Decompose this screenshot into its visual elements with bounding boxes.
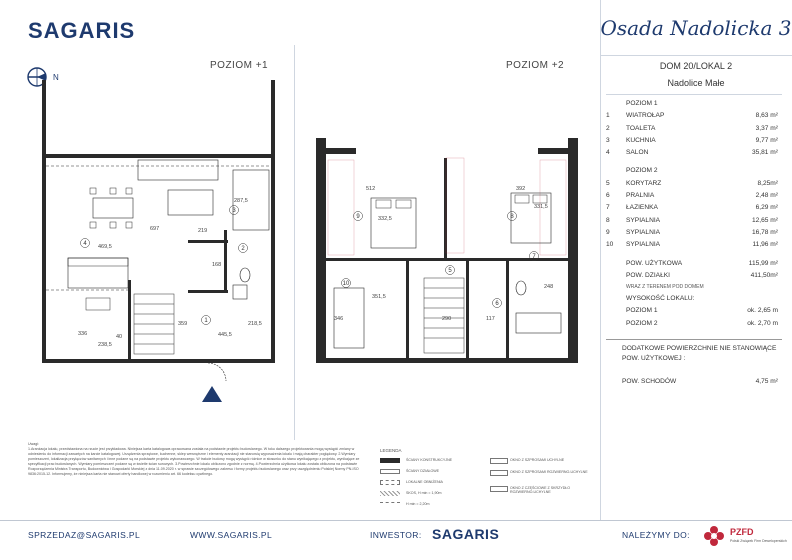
divider	[294, 45, 295, 440]
table-row: 9 SYPIALNIA 16,78 m²	[606, 228, 778, 236]
table-row: 5 KORYTARZ 8,25m²	[606, 179, 778, 187]
notes-text: 1.Aranżacja lokalu, przedstawiona na rzucie jest przykładowa. Niniejsza karta katalogowa opracowana została na podstawie projektu budowlanego. W toku dalszego projektowania mogą wystąpić zmiany w odniesieniu do informacji zawartych na karcie katalogowej. Urządzenia sprzętowe, kuchenne, sklep wewnętrzne i elementy aranżacji nie stanowią wyposażenia lokalu i mają charakter poglądowy. 2.Wymiary pomieszczeń, lokalizacja przyłączów sanitarnych i inne podane są na podstawie projektu wykonawczego. W trakcie budowy mogą wystąpić różnice w stosunku do stanu wynikającego z projektu, wynikające ze specyfikacji prac budowlanych. Wymiary pomieszczeń podane są w świetle ścian surowych. 3.Powierzchnie lokalu obliczono zgodnie z normą. 4.Powierzchnia użytkowa lokalu została obliczona na podstawie Rozporządzenia Ministra Transportu, Budownictwa i Gospodarki Morskiej z dnia 11.09.2020 r. w sprawie szczegółowego zakresu i formy projektu budowlanego oraz przy uwzględnieniu Polskiej Normy PN-ISO 9836:2015-12. Informujemy, że niniejsza karta nie stanowi oferty handlowej w rozumieniu art. 66 kodeksu cywilnego.	[28, 447, 360, 476]
pzfd-text: PZFD	[730, 527, 754, 537]
height-row: POZIOM 1 ok. 2,65 m	[626, 307, 778, 315]
dimension: 290	[442, 316, 452, 322]
usable-area-row: POW. UŻYTKOWA 115,99 m²	[626, 259, 778, 267]
level1-label: POZIOM +1	[210, 60, 269, 71]
stairs-value: 4,75 m²	[755, 378, 778, 385]
level2-label: POZIOM +2	[506, 60, 565, 71]
additional-title: DODATKOWE POWIERZCHNIE NIE STANOWIĄCE POW. UŻYTKOWEJ :	[622, 345, 777, 362]
floor-plan-level1	[38, 80, 294, 400]
investor-label: INWESTOR:	[370, 530, 422, 540]
legend-window: OKNO Z SZPROSAMI UCHYLNE	[510, 458, 565, 462]
dimension: 392	[516, 186, 526, 192]
legend	[380, 458, 600, 518]
table-row: 4 SALON 35,81 m²	[606, 149, 778, 157]
table-row: 1 WIATROŁAP 8,63 m²	[606, 112, 778, 120]
plot-area-row: POW. DZIAŁKI 411,50m²	[626, 271, 778, 279]
unit-number: DOM 20/LOKAL 2	[659, 61, 733, 71]
divider	[606, 339, 782, 340]
table-row: 3 KUCHNIA 9,77 m²	[606, 136, 778, 144]
floor-plan-level2	[316, 138, 578, 366]
room-number: 3	[232, 208, 236, 214]
footer-divider	[0, 520, 792, 521]
room-number: 10	[342, 281, 350, 287]
dimension: 445,5	[218, 332, 232, 338]
room-number: 2	[241, 246, 245, 252]
legend-item: H min = 2,20m	[406, 502, 430, 506]
legend-item: LOKALNE OBNIŻENIA	[406, 480, 443, 484]
pzfd-logo-icon	[700, 522, 728, 550]
legend-item: ŚCIANY KONSTRUKCYJNE	[406, 458, 453, 462]
level1-header: POZIOM 1	[626, 100, 658, 107]
legend-item: SKOS, H min = 1,90m	[406, 491, 442, 495]
room-number: 1	[204, 318, 208, 324]
dimension: 248	[544, 284, 554, 290]
dimension: 332,5	[378, 216, 392, 222]
dimension: 512	[366, 186, 376, 192]
dimension: 336	[78, 331, 88, 337]
room-table	[606, 100, 782, 332]
dimension: 287,5	[234, 198, 248, 204]
level2-header: POZIOM 2	[626, 167, 658, 175]
room-number: 7	[532, 254, 536, 260]
sagaris-logo: SAGARIS	[28, 18, 136, 43]
dimension: 218,5	[248, 321, 262, 327]
legend-title: LEGENDA	[380, 448, 402, 453]
room-number: 5	[448, 268, 452, 274]
dimension: 697	[150, 226, 160, 232]
room-number: 9	[356, 214, 360, 220]
email-link[interactable]: SPRZEDAZ@SAGARIS.PL	[28, 530, 141, 540]
room-number: 8	[510, 214, 514, 220]
dimension: 219	[198, 228, 208, 234]
height-row: POZIOM 2 ok. 2,70 m	[626, 319, 778, 327]
investor-logo: SAGARIS	[432, 526, 500, 542]
table-row: 6 PRALNIA 2,48 m²	[606, 192, 778, 200]
dimension: 469,5	[98, 244, 112, 250]
notes-title: Uwagi:	[28, 442, 39, 446]
divider	[600, 55, 792, 56]
pzfd-subtext: Polski Związek Firm Deweloperskich	[730, 539, 787, 543]
dimension: 331,5	[534, 204, 548, 210]
legend-window: OKNO Z CZĘŚCIOWE Z SKRZYDŁO ROZWIERNO-UCHYLNE	[510, 486, 571, 494]
plot-note: WRAZ Z TERENEM POD DOMEM	[626, 284, 704, 291]
table-row: 2 TOALETA 3,37 m²	[606, 124, 778, 132]
notes	[28, 442, 363, 477]
compass-label: N	[53, 73, 59, 82]
dimension: 359	[178, 321, 188, 327]
stairs-label: POW. SCHODÓW	[622, 378, 677, 385]
dimension: 351,5	[372, 294, 386, 300]
legend-window: OKNO Z SZPROSAMI ROZWIERNO-UCHYLNE	[510, 470, 588, 474]
table-row: 8 SYPIALNIA 12,65 m²	[606, 216, 778, 224]
location: Nadolice Małe	[667, 78, 725, 88]
project-name: Osada Nadolicka 3	[600, 16, 792, 40]
table-row: 7 ŁAZIENKA 6,29 m²	[606, 204, 778, 212]
dimension: 40	[116, 334, 123, 340]
entrance-arrow-icon	[200, 384, 224, 406]
room-number: 6	[495, 301, 499, 307]
member-label: NALEŻYMY DO:	[622, 530, 690, 540]
dimension: 346	[334, 316, 344, 322]
divider	[606, 94, 782, 95]
dimension: 238,5	[98, 342, 112, 348]
legend-item: ŚCIANY DZIAŁOWE	[406, 469, 440, 473]
dimension: 168	[212, 262, 222, 268]
website-link[interactable]: WWW.SAGARIS.PL	[190, 530, 273, 540]
room-number: 4	[83, 241, 87, 247]
table-row: 10 SYPIALNIA 11,96 m²	[606, 241, 778, 249]
height-title: WYSOKOŚĆ LOKALU:	[626, 295, 695, 303]
dimension: 117	[486, 316, 495, 322]
